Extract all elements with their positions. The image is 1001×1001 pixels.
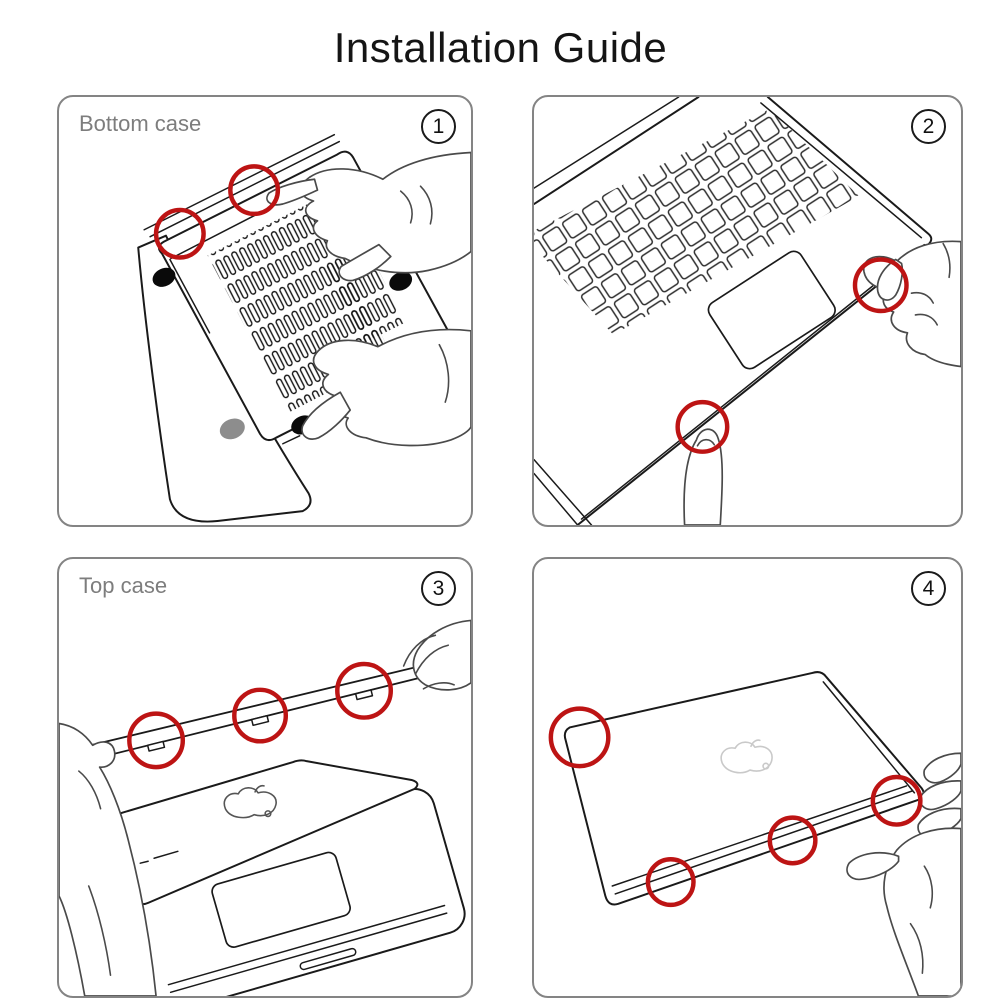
step-badge: 2 bbox=[911, 109, 946, 144]
top-case-installation-illustration bbox=[59, 559, 471, 996]
panel-label: Top case bbox=[79, 573, 168, 598]
hands-line-art bbox=[684, 241, 961, 525]
step-badge: 3 bbox=[421, 571, 456, 606]
keyboard-deck-illustration bbox=[534, 97, 961, 525]
keyboard-keys bbox=[534, 109, 859, 335]
panel-step-2-keyboard-side bbox=[532, 95, 963, 527]
step-badge: 1 bbox=[421, 109, 456, 144]
page-title: Installation Guide bbox=[333, 23, 668, 71]
panel-step-3-top-case bbox=[57, 557, 473, 998]
panel-step-4-press-corners bbox=[532, 557, 963, 998]
step-badge: 4 bbox=[911, 571, 946, 606]
bottom-case-installation-illustration bbox=[59, 97, 471, 525]
page-header bbox=[0, 0, 1001, 95]
panel-step-1-bottom-case bbox=[57, 95, 473, 527]
closed-laptop-illustration bbox=[534, 559, 961, 996]
steps-grid bbox=[57, 95, 963, 998]
panel-label: Bottom case bbox=[79, 111, 202, 136]
